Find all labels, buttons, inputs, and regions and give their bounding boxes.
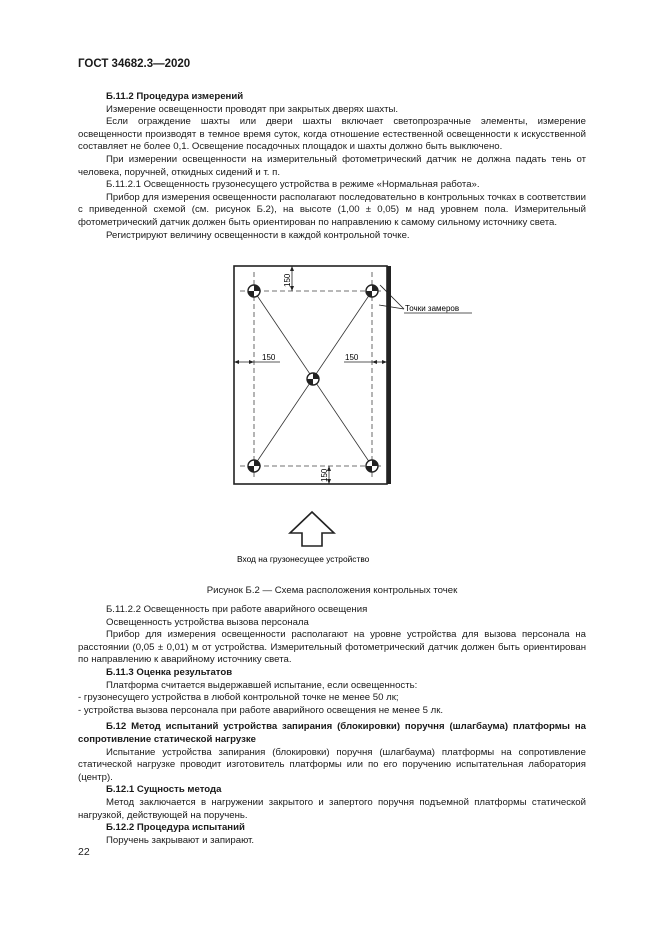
section-heading: Б.11.2 Процедура измерений (106, 91, 244, 102)
bullet-item: - устройства вызова персонала при работе аварийного освещения не менее 5 лк. (78, 704, 444, 716)
section-heading: Б.12 Метод испытаний устройства запирания (блокировки) поручня (шлагбаума) платформы на сопротивление статической нагрузке (78, 721, 586, 745)
dimension-label-left: 150 (262, 353, 276, 362)
callout-label-points: Точки замеров (405, 304, 460, 313)
measurement-point (366, 460, 378, 472)
entry-arrow-icon (290, 512, 334, 546)
measurement-point (248, 285, 260, 297)
paragraph: Поручень закрывают и запирают. (106, 834, 255, 846)
measurement-point (307, 373, 319, 385)
bullet-item: - грузонесущего устройства в любой контрольной точке не менее 50 лк; (78, 692, 399, 704)
section-heading: Б.12.1 Сущность метода (106, 784, 222, 796)
paragraph: Если ограждение шахты или двери шахты включает светопрозрачные элементы, измерение освещенности производят в темное время суток, когда отношение естественной освещенности к искусственной составляет не более 0,1. Освещение посадочных площадок и шахты должно быть выключено. (78, 116, 586, 153)
dimension-label-right: 150 (345, 353, 359, 362)
platform-wall (387, 266, 391, 484)
paragraph: Прибор для измерения освещенности располагают последовательно в контрольных точках в соответствии с приведенной схемой (см. рисунок Б.2), на высоте (1,00 ± 0,05) м над уровнем пола. Измерительный фотометрический датчик должен быть ориентирован по направлению к самому сильному источнику света. (78, 191, 586, 228)
paragraph: Б.11.2.1 Освещенность грузонесущего устройства в режиме «Нормальная работа». (106, 179, 480, 191)
page-number: 22 (78, 846, 90, 858)
paragraph: Прибор для измерения освещенности располагают на уровне устройства для вызова персонала на расстоянии (0,05 ± 0,01) м от устройства. Измерительный фотометрический датчик должен быть ориентирован по направлению к аварийному источнику света. (78, 629, 586, 666)
figure-caption: Рисунок Б.2 — Схема расположения контрольных точек (206, 585, 458, 596)
text-block-results (78, 604, 586, 847)
section-heading: Б.12.2 Процедура испытаний (106, 822, 245, 834)
entry-label: Вход на грузонесущее устройство (237, 554, 370, 564)
section-heading: Б.11.3 Оценка результатов (106, 666, 233, 678)
paragraph: Испытание устройства запирания (блокировки) поручня (шлагбаума) платформы на сопротивление статической нагрузке проводит изготовитель платформы или по его поручению испытательная лаборатория (центр). (78, 746, 586, 783)
paragraph: Метод заключается в нагружении закрытого и запертого поручня подъемной платформы статической нагрузкой, действующей на поручень. (78, 796, 586, 821)
paragraph: Платформа считается выдержавшей испытание, если освещенность: (106, 679, 418, 691)
measurement-point (248, 460, 260, 472)
paragraph: При измерении освещенности на измерительный фотометрический датчик не должна падать тень от человека, поручней, откидных сидений и т. п. (78, 153, 586, 178)
document-header: ГОСТ 34682.3—2020 (78, 58, 191, 70)
paragraph: Б.11.2.2 Освещенность при работе аварийного освещения (106, 604, 368, 615)
dimension-label-bottom: 150 (320, 468, 329, 482)
paragraph: Измерение освещенности проводят при закрытых дверях шахты. (106, 103, 399, 115)
dimension-label-top: 150 (283, 273, 292, 287)
measurement-point (366, 285, 378, 297)
paragraph: Регистрируют величину освещенности в каждой контрольной точке. (106, 229, 410, 241)
paragraph: Освещенность устройства вызова персонала (106, 616, 309, 628)
